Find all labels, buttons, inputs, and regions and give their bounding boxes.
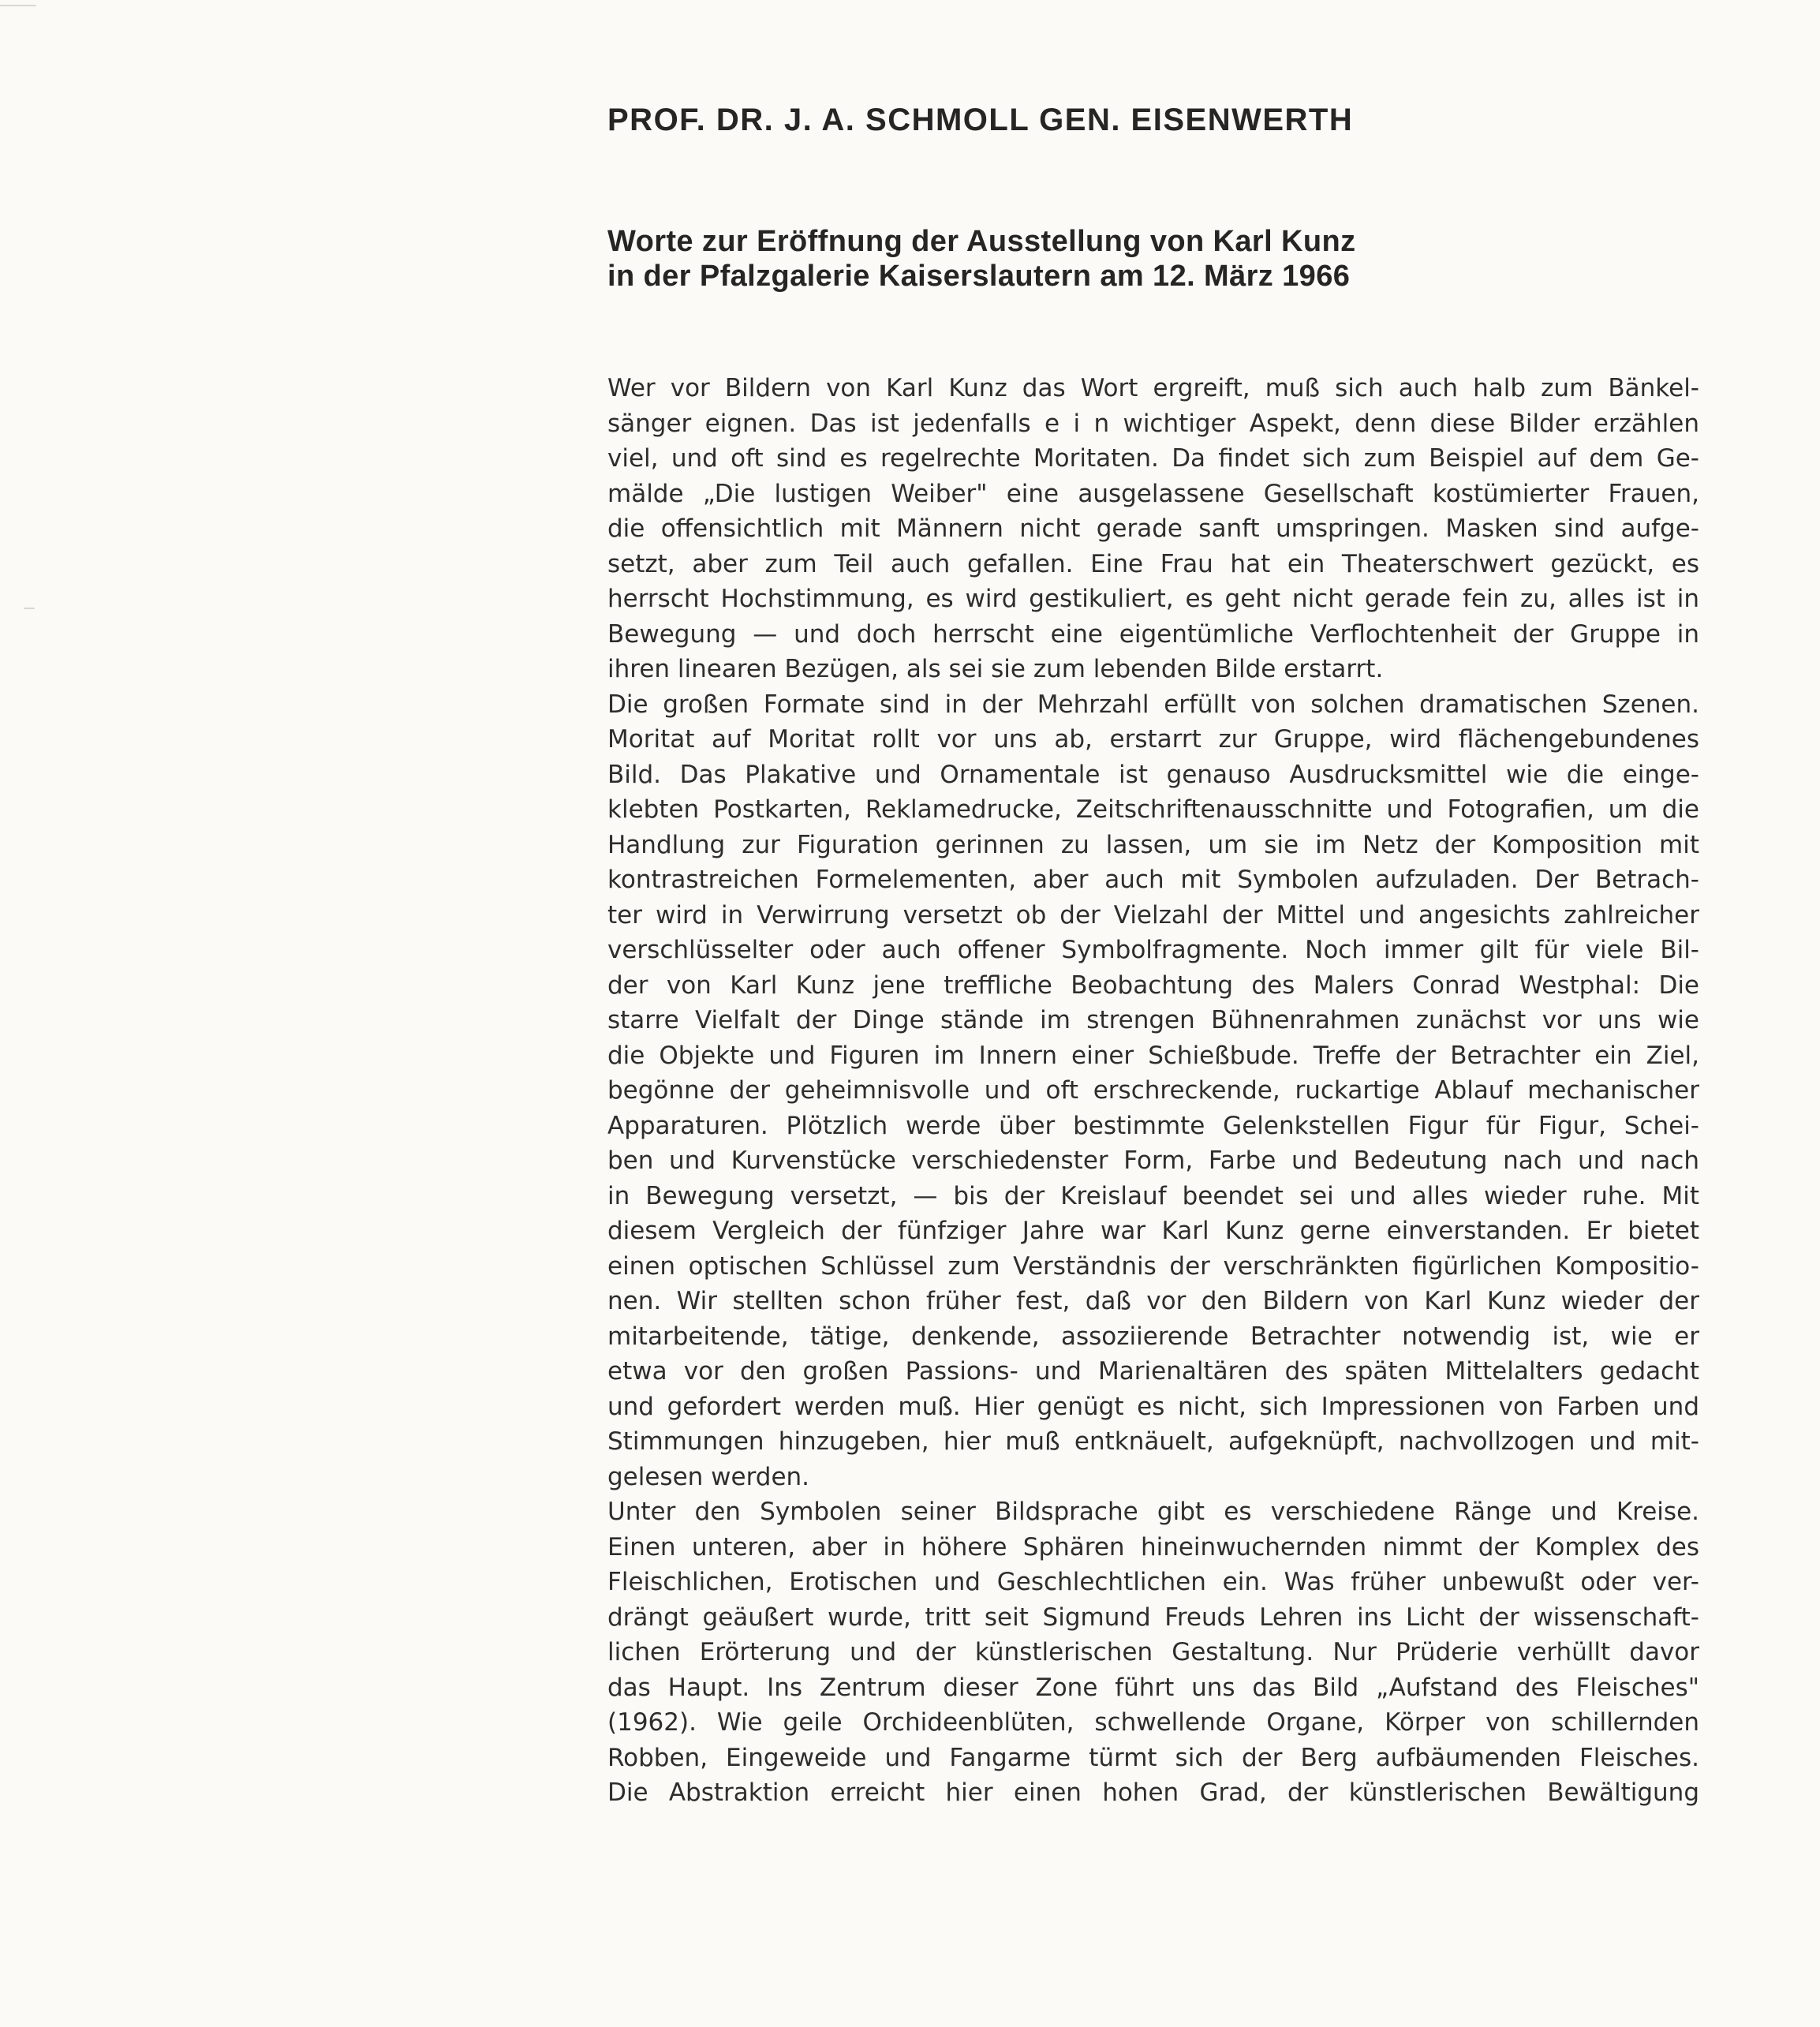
body-line: in Bewegung versetzt, — bis der Kreislauf beendet sei und alles wieder ruhe. Mit — [607, 1181, 1699, 1210]
body-line: die Objekte und Figuren im Innern einer Schießbude. Treffe der Betrachter ein Ziel, — [607, 1041, 1699, 1070]
body-line: Bild. Das Plakative und Ornamentale ist genauso Ausdrucksmittel wie die einge- — [607, 760, 1699, 789]
body-line: viel, und oft sind es regelrechte Moritaten. Da findet sich zum Beispiel auf dem Ge- — [607, 444, 1699, 473]
body-line: begönne der geheimnisvolle und oft erschreckende, ruckartige Ablauf mechanischer — [607, 1076, 1699, 1105]
body-line: klebten Postkarten, Reklamedrucke, Zeitschriftenausschnitte und Fotografien, um die — [607, 795, 1699, 824]
body-line: verschlüsselter oder auch offener Symbolfragmente. Noch immer gilt für viele Bil- — [607, 936, 1699, 964]
body-line: diesem Vergleich der fünfziger Jahre war Karl Kunz gerne einverstanden. Er bietet — [607, 1217, 1699, 1245]
body-line: etwa vor den großen Passions- und Marienaltären des späten Mittelalters gedacht — [607, 1357, 1699, 1386]
body-line: ter wird in Verwirrung versetzt ob der Vielzahl der Mittel und angesichts zahlreicher — [607, 900, 1699, 929]
body-line: Bewegung — und doch herrscht eine eigentümliche Verflochtenheit der Gruppe in — [607, 619, 1699, 649]
body-line: drängt geäußert wurde, tritt seit Sigmund Freuds Lehren ins Licht der wissenschaft- — [607, 1603, 1699, 1632]
body-line: Stimmungen hinzugeben, hier muß entknäuelt, aufgeknüpft, nachvollzogen und mit- — [607, 1427, 1699, 1456]
body-line: gelesen werden. — [607, 1462, 810, 1491]
body-line: ben und Kurvenstücke verschiedenster Form, Farbe und Bedeutung nach und nach — [607, 1146, 1699, 1175]
body-line: Die großen Formate sind in der Mehrzahl erfüllt von solchen dramatischen Szenen. — [607, 690, 1699, 719]
body-line: (1962). Wie geile Orchideenblüten, schwellende Organe, Körper von schillernden — [607, 1708, 1699, 1737]
body-line: lichen Erörterung und der künstlerischen Gestaltung. Nur Prüderie verhüllt davor — [607, 1638, 1699, 1666]
body-line: herrscht Hochstimmung, es wird gestikuliert, es geht nicht gerade fein zu, alles ist in — [607, 585, 1699, 613]
body-line: ihren linearen Bezügen, als sei sie zum lebenden Bilde erstarrt. — [607, 655, 1384, 683]
body-line: kontrastreichen Formelementen, aber auch mit Symbolen aufzuladen. Der Betrach- — [607, 866, 1699, 894]
speech-title-line: Worte zur Eröffnung der Ausstellung von Karl Kunz — [607, 225, 1356, 258]
body-line: mitarbeitende, tätige, denkende, assoziierende Betrachter notwendig ist, wie er — [607, 1322, 1699, 1351]
body-line: nen. Wir stellten schon früher fest, daß vor den Bildern von Karl Kunz wieder der — [607, 1287, 1699, 1315]
body-line: der von Karl Kunz jene treffliche Beobachtung des Malers Conrad Westphal: Die — [607, 970, 1699, 1000]
body-line: die offensichtlich mit Männern nicht gerade sanft umspringen. Masken sind aufge- — [607, 514, 1699, 543]
body-line: mälde „Die lustigen Weiber" eine ausgelassene Gesellschaft kostümierter Frauen, — [607, 479, 1699, 508]
body-line: einen optischen Schlüssel zum Verständnis der verschränkten figürlichen Kompositio- — [607, 1251, 1699, 1281]
body-line: starre Vielfalt der Dinge stände im strengen Bühnenrahmen zunächst vor uns wie — [607, 1006, 1699, 1034]
body-line: Moritat auf Moritat rollt vor uns ab, erstarrt zur Gruppe, wird flächengebundenes — [607, 725, 1699, 754]
body-line: setzt, aber zum Teil auch gefallen. Eine Frau hat ein Theaterschwert gezückt, es — [607, 549, 1699, 578]
paper-mark — [24, 608, 35, 609]
body-line: Wer vor Bildern von Karl Kunz das Wort ergreift, muß sich auch halb zum Bänkel- — [607, 374, 1699, 402]
body-line: Einen unteren, aber in höhere Sphären hineinwuchernden nimmt der Komplex des — [607, 1532, 1699, 1561]
author-heading: PROF. DR. J. A. SCHMOLL GEN. EISENWERTH — [607, 103, 1354, 137]
body-line: sänger eignen. Das ist jedenfalls e i n wichtiger Aspekt, denn diese Bilder erzählen — [607, 409, 1699, 438]
body-line: Die Abstraktion erreicht hier einen hohen Grad, der künstlerischen Bewältigung — [607, 1778, 1699, 1807]
paper-mark — [0, 5, 36, 6]
body-line: und gefordert werden muß. Hier genügt es nicht, sich Impressionen von Farben und — [607, 1392, 1699, 1421]
body-line: Handlung zur Figuration gerinnen zu lassen, um sie im Netz der Komposition mit — [607, 830, 1699, 859]
body-line: Robben, Eingeweide und Fangarme türmt sich der Berg aufbäumenden Fleisches. — [607, 1743, 1699, 1772]
body-line: das Haupt. Ins Zentrum dieser Zone führt uns das Bild „Aufstand des Fleisches" — [607, 1673, 1699, 1702]
body-text — [607, 371, 1699, 1811]
body-line: Unter den Symbolen seiner Bildsprache gibt es verschiedene Ränge und Kreise. — [607, 1498, 1699, 1526]
speech-title-line: in der Pfalzgalerie Kaiserslautern am 12. März 1966 — [607, 260, 1351, 293]
body-line: Apparaturen. Plötzlich werde über bestimmte Gelenkstellen Figur für Figur, Schei- — [607, 1111, 1699, 1140]
speech-title — [607, 224, 1712, 294]
body-line: Fleischlichen, Erotischen und Geschlechtlichen ein. Was früher unbewußt oder ver- — [607, 1568, 1699, 1596]
